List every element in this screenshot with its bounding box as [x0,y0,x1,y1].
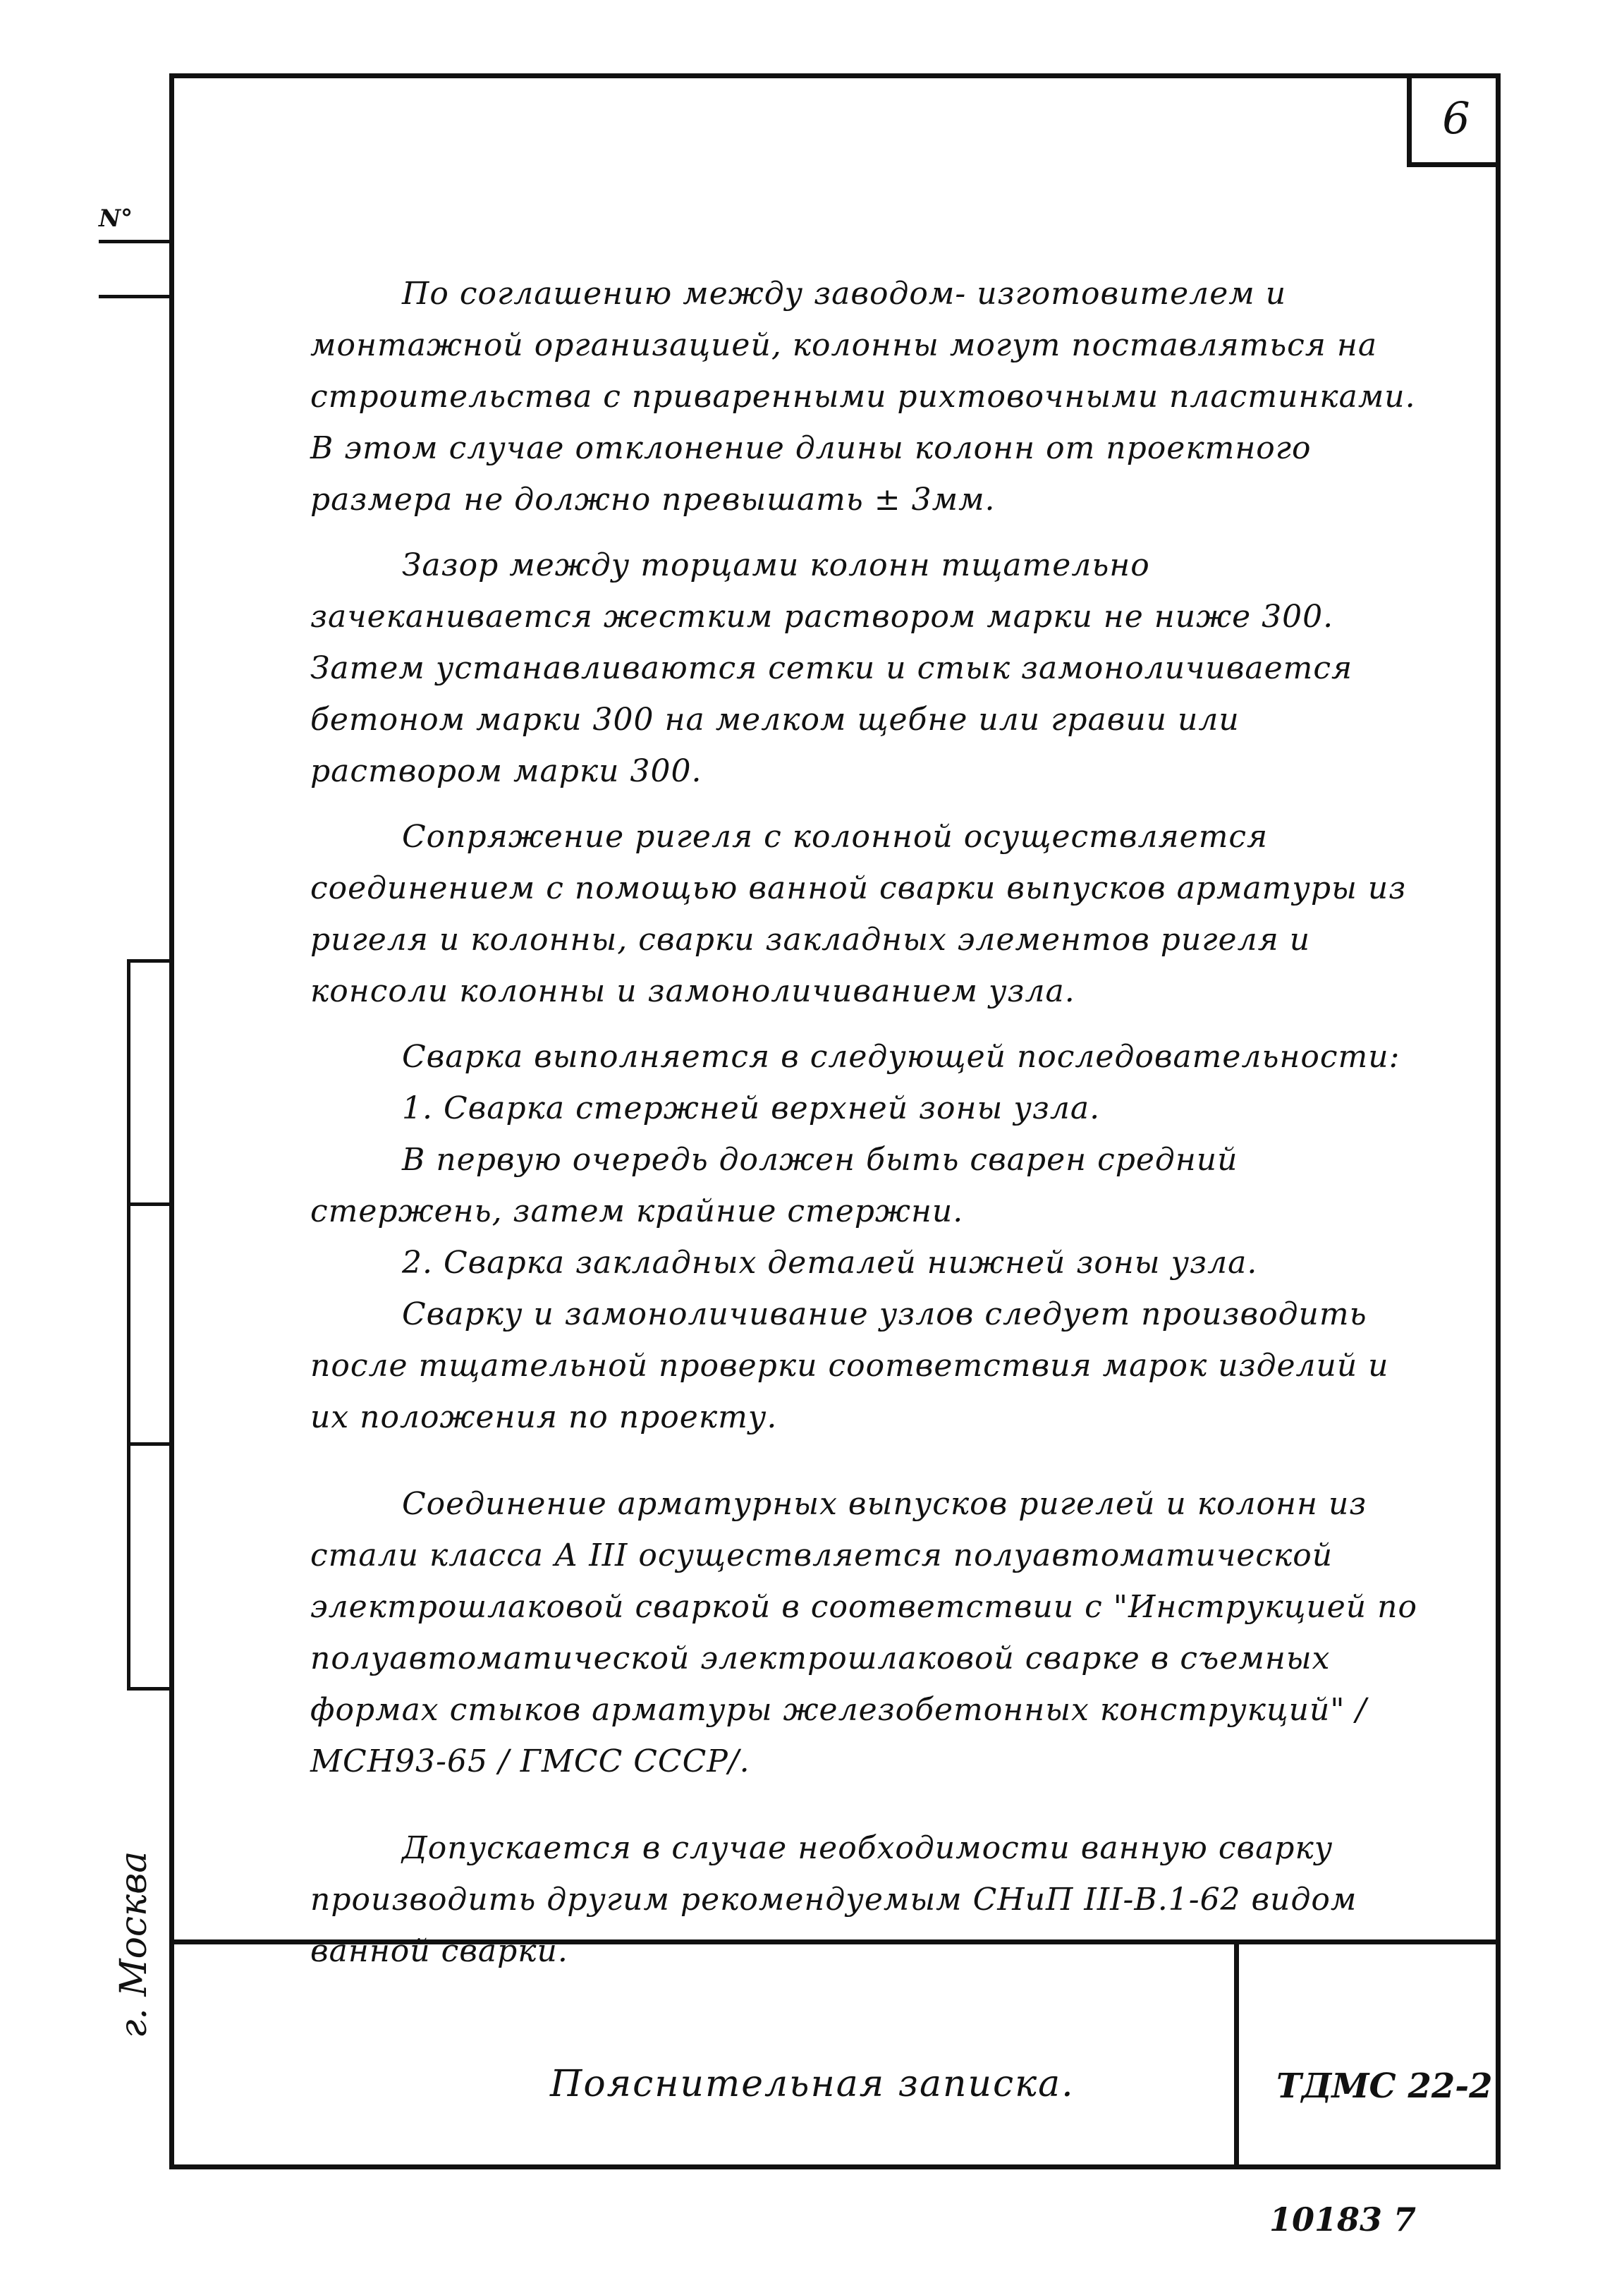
city-label: г. Москва [113,1851,155,2038]
title-block-divider [1234,1939,1239,2169]
paragraph: 1. Сварка стержней верхней зоны узла. [402,1090,1101,1126]
margin-line [99,295,169,298]
paragraph: В первую очередь должен быть сварен средний стержень, затем крайние стержни. [310,1142,1238,1229]
paragraph: 2. Сварка закладных деталей нижней зоны узла. [402,1245,1258,1281]
explanatory-text [310,268,1424,1991]
document-code: ТДМС 22-2 [1276,2066,1493,2106]
margin-line [127,1442,169,1446]
paragraph: Допускается в случае необходимости ванную сварку производить другим рекомендуемым СНиП III-В.1-62 видом ванной сварки. [310,1830,1357,1969]
paragraph: Соединение арматурных выпусков ригелей и колонн из стали класса А III осуществляется полуавтоматической электрошлаковой сваркой в соответствии с "Инструкцией по полуавтоматической электрошлаковой сварке в съемных формах стыков арматуры железобетонных конструкций" /МСН93-65 / ГМСС СССР/. [310,1486,1417,1779]
title-block [169,1939,1501,2169]
paragraph: Сварка выполняется в следующей последовательности: [402,1039,1400,1075]
paragraph: Сварку и замоноличивание узлов следует производить после тщательной проверки соответствия марок изделий и их положения по проекту. [310,1296,1389,1435]
margin-line [127,1202,169,1206]
paragraph: По соглашению между заводом- изготовителем и монтажной организацией, колонны могут поставляться на строительства с приваренными рихтовочными пластинками. В этом случае отклонение длины колонн от проектного размера не должно превышать ± 3мм. [310,276,1416,518]
document-title: Пояснительная записка. [550,2063,1075,2105]
margin-line [127,1687,169,1691]
paragraph: Сопряжение ригеля с колонной осуществляется соединением с помощью ванной сварки выпусков арматуры из ригеля и колонны, сварки закладных элементов ригеля и консоли колонны и замоноличиванием узла. [310,819,1407,1009]
margin-line [127,959,169,963]
paragraph: Зазор между торцами колонн тщательно зачеканивается жестким раствором марки не ниже 300. Затем устанавливаются сетки и стык замоноличивается бетоном марки 300 на мелком щебне или гравии или раствором марки 300. [310,547,1353,789]
page-number: 6 [1407,73,1501,167]
margin-vline [127,959,130,1689]
sheet-number: 10183 7 [1269,2200,1417,2239]
margin-line [99,240,169,243]
margin-number-label: N° [99,205,133,233]
